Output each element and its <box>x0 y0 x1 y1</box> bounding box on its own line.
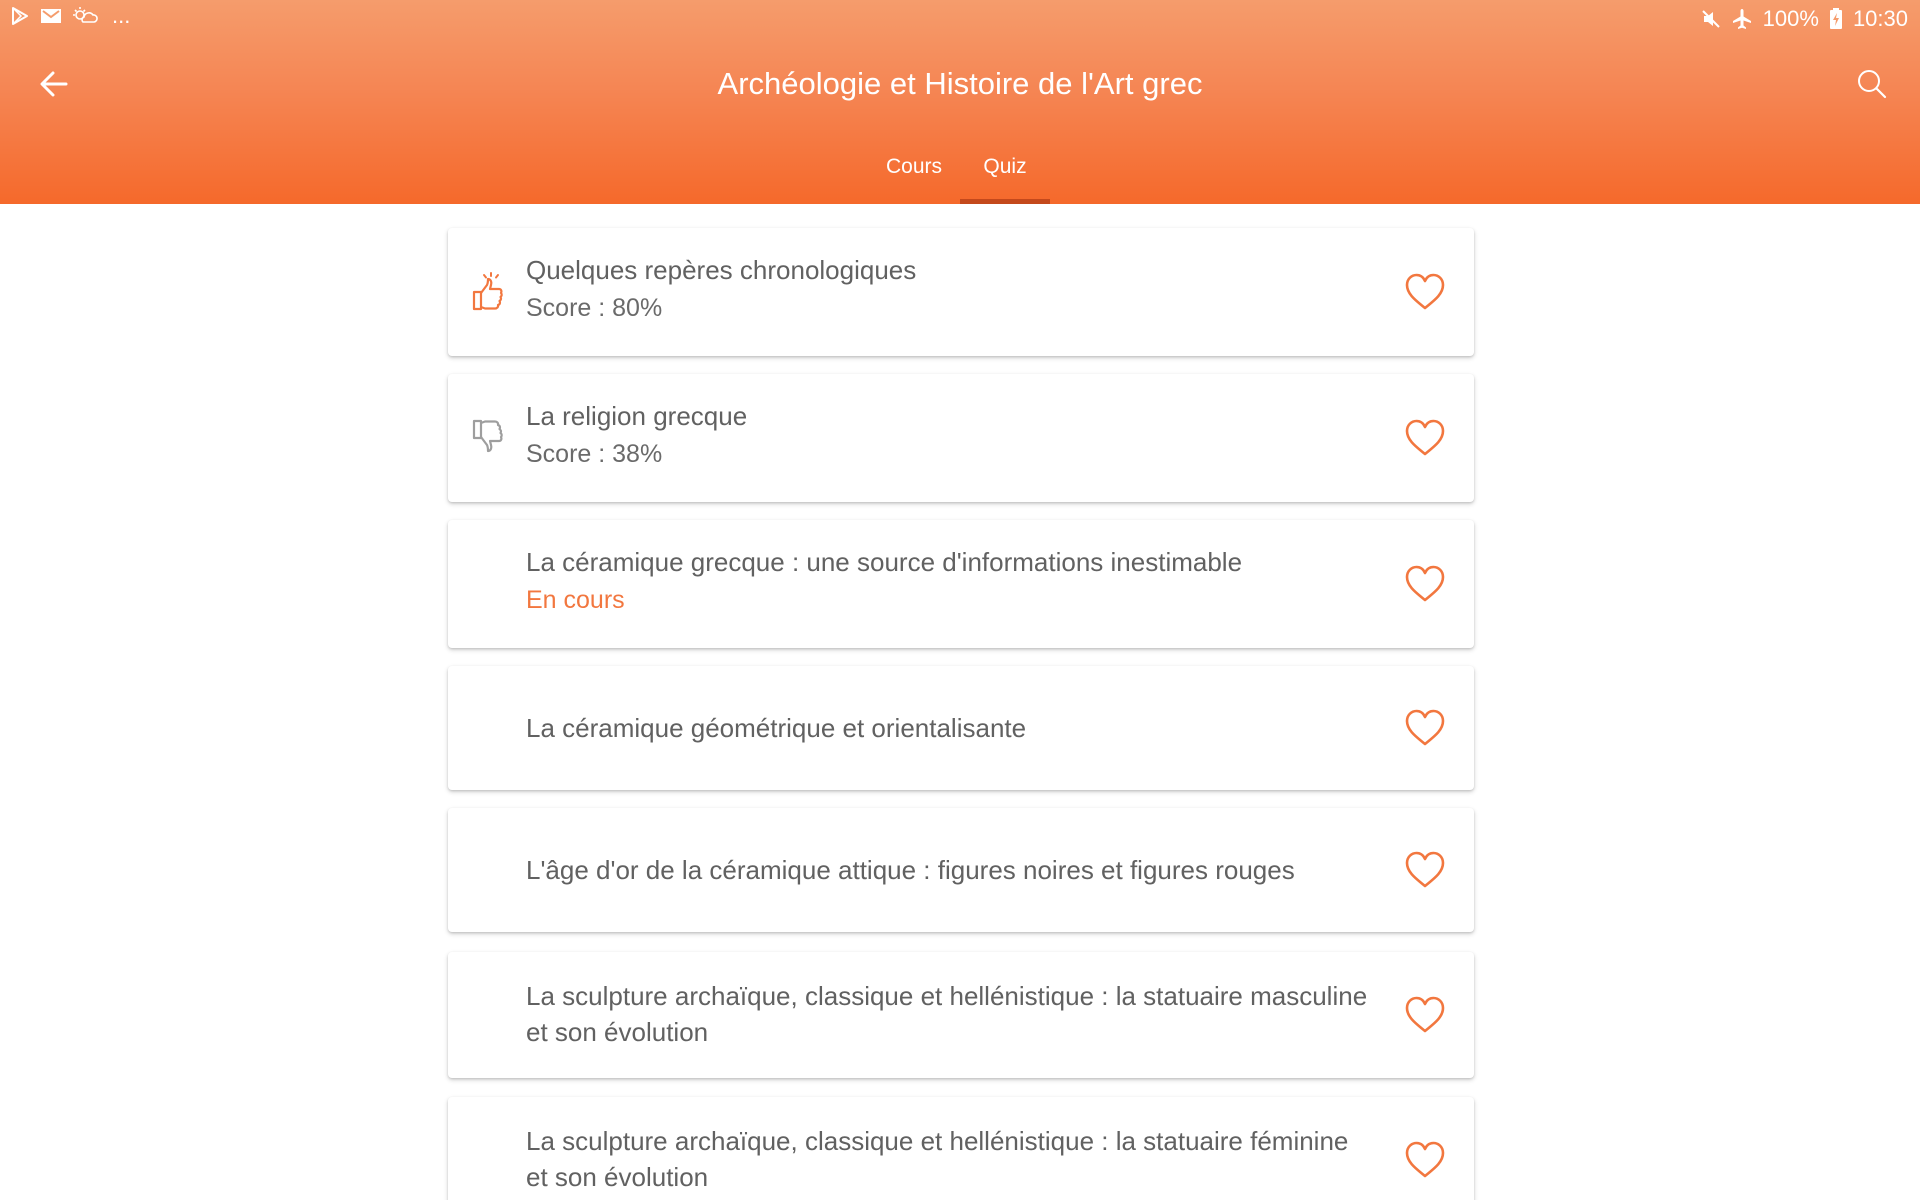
search-icon <box>1857 69 1887 99</box>
quiz-card[interactable] <box>448 228 1474 356</box>
tab-cours[interactable] <box>874 150 954 204</box>
thumbs-down-icon <box>470 418 506 458</box>
quiz-title: La céramique géométrique et orientalisante <box>526 713 1027 743</box>
quiz-card[interactable] <box>448 520 1474 648</box>
search-button[interactable] <box>1852 64 1892 104</box>
quiz-card[interactable] <box>448 1097 1474 1200</box>
quiz-card[interactable] <box>448 808 1474 932</box>
quiz-title: L'âge d'or de la céramique attique : figures noires et figures rouges <box>526 855 1295 885</box>
app-header <box>0 0 1920 204</box>
favorite-heart-icon[interactable] <box>1404 850 1446 890</box>
tab-quiz-label: Quiz <box>983 155 1027 178</box>
play-store-icon <box>10 6 30 26</box>
quiz-title: La sculpture archaïque, classique et hellénistique : la statuaire féminine et son évolution <box>526 1126 1349 1192</box>
page-title: Archéologie et Histoire de l'Art grec <box>717 66 1203 101</box>
quiz-card[interactable] <box>448 666 1474 790</box>
favorite-heart-icon[interactable] <box>1404 418 1446 458</box>
status-overflow: ... <box>112 3 131 28</box>
mute-icon <box>1701 9 1721 29</box>
mail-icon <box>40 7 62 25</box>
favorite-heart-icon[interactable] <box>1404 564 1446 604</box>
quiz-card-text <box>526 978 1376 1050</box>
airplane-mode-icon <box>1731 8 1753 30</box>
quiz-title: La céramique grecque : une source d'informations inestimable <box>526 547 1243 577</box>
quiz-score: Score : 80% <box>526 294 663 322</box>
thumbs-up-icon <box>470 272 506 312</box>
status-left-icons <box>10 3 131 28</box>
favorite-heart-icon[interactable] <box>1404 1140 1446 1180</box>
tab-selected-indicator <box>960 199 1050 204</box>
status-right-icons <box>1701 6 1908 32</box>
quiz-card-text <box>526 398 1376 474</box>
tab-cours-label: Cours <box>885 155 943 178</box>
favorite-heart-icon[interactable] <box>1404 708 1446 748</box>
battery-percent: 100% <box>1762 6 1819 31</box>
weather-icon <box>72 6 98 26</box>
quiz-card-text <box>526 852 1376 888</box>
quiz-card[interactable] <box>448 952 1474 1078</box>
status-bar <box>0 0 1920 38</box>
quiz-status-in-progress: En cours <box>526 586 625 614</box>
quiz-title: Quelques repères chronologiques <box>526 255 917 285</box>
quiz-card-text <box>526 710 1376 746</box>
quiz-title: La sculpture archaïque, classique et hellénistique : la statuaire masculine et son évolution <box>526 981 1368 1047</box>
tab-quiz[interactable] <box>960 150 1050 204</box>
quiz-card-text <box>526 252 1376 328</box>
back-button[interactable] <box>34 64 74 104</box>
quiz-score: Score : 38% <box>526 440 663 468</box>
favorite-heart-icon[interactable] <box>1404 272 1446 312</box>
arrow-left-icon <box>40 71 68 97</box>
status-time: 10:30 <box>1852 6 1908 31</box>
quiz-card-text <box>526 1123 1376 1195</box>
quiz-card-text <box>526 544 1376 620</box>
quiz-title: La religion grecque <box>526 401 748 431</box>
battery-charging-icon <box>1829 8 1843 30</box>
quiz-card[interactable] <box>448 374 1474 502</box>
favorite-heart-icon[interactable] <box>1404 995 1446 1035</box>
